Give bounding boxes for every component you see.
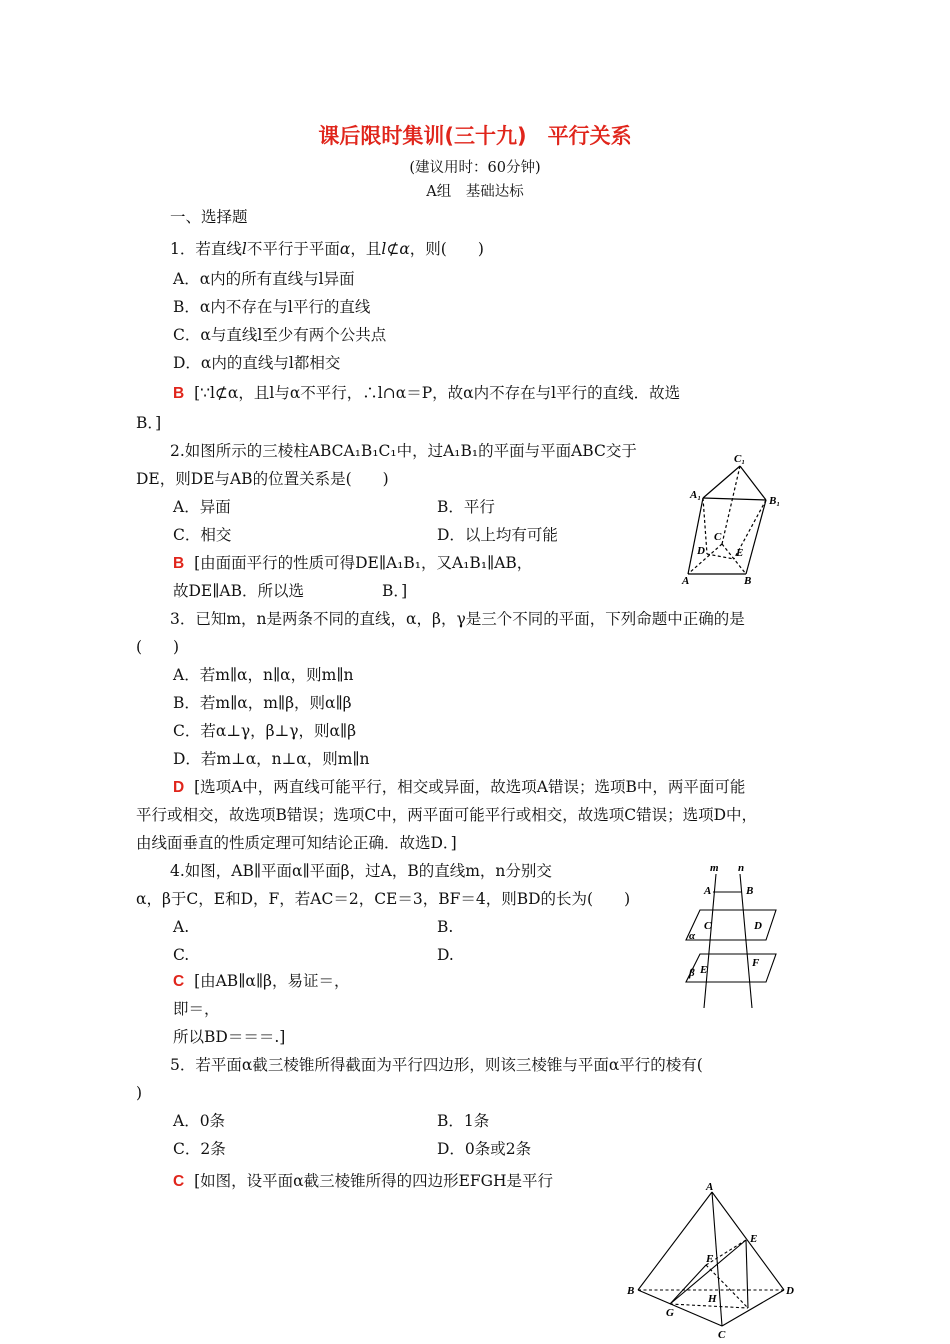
- page-title: 课后限时集训(三十九) 平行关系: [318, 124, 632, 148]
- label-A: A: [706, 1181, 714, 1193]
- q3-option-c: C．若α⊥γ，β⊥γ，则α∥β: [173, 722, 357, 740]
- label-C: C: [718, 1329, 726, 1341]
- label-B1: B₁: [769, 495, 781, 507]
- label-C1: C₁: [734, 453, 746, 465]
- q3-option-a: A．若m∥α，n∥α，则m∥n: [173, 666, 354, 684]
- q1-stem: 1．若直线l不平行于平面α，且l⊄α，则( ): [170, 240, 484, 258]
- q4-stem-1: 4.如图，AB∥平面α∥平面β，过A，B的直线m，n分别交: [170, 862, 552, 880]
- label-D: D: [697, 545, 705, 557]
- label-A: A: [704, 885, 712, 897]
- label-G: G: [666, 1307, 674, 1319]
- q2-explanation-cont: 故DE∥AB．所以选 B．]: [173, 582, 408, 600]
- q1-answer: B: [173, 385, 185, 402]
- q4-explanation: C [由AB∥α∥β，易证＝，: [173, 972, 350, 990]
- q4-option-d: D.: [437, 946, 454, 964]
- q3-stem-2: ( ): [136, 638, 180, 656]
- label-A1: A₁: [690, 489, 702, 501]
- q1-option-b: B．α内不存在与l平行的直线: [173, 298, 371, 316]
- q3-stem-1: 3．已知m，n是两条不同的直线，α，β，γ是三个不同的平面，下列命题中正确的是: [170, 610, 745, 628]
- q3-answer: D: [173, 779, 185, 796]
- label-D: D: [786, 1285, 794, 1297]
- q4-explanation-3: 所以BD＝＝＝.]: [173, 1028, 286, 1046]
- label-E: E: [736, 547, 744, 559]
- q5-stem-1: 5．若平面α截三棱锥所得截面为平行四边形，则该三棱锥与平面α平行的棱有(: [170, 1056, 703, 1074]
- label-D: D: [754, 920, 762, 932]
- q5-option-a: A．0条: [173, 1112, 226, 1130]
- q1-explanation: B [∵l⊄α，且l与α不平行，∴l∩α＝P，故α内不存在与l平行的直线．故选: [173, 384, 681, 402]
- q2-answer: B: [173, 555, 185, 572]
- q1-option-c: C．α与直线l至少有两个公共点: [173, 326, 387, 344]
- q5-option-b: B．1条: [437, 1112, 490, 1130]
- label-alpha: α: [689, 930, 696, 942]
- q4-planes-figure: [680, 862, 790, 1010]
- q5-stem-2: ): [136, 1084, 143, 1102]
- q2-explanation: B [由面面平行的性质可得DE∥A₁B₁，又A₁B₁∥AB，: [173, 554, 533, 572]
- q1-option-d: D．α内的直线与l都相交: [173, 354, 341, 372]
- q2-prism-figure: [676, 448, 786, 588]
- label-F: F: [706, 1253, 714, 1265]
- q3-explanation: D [选项A中，两直线可能平行，相交或异面，故选项A错误；选项B中，两平面可能: [173, 778, 746, 796]
- label-B: B: [627, 1285, 635, 1297]
- label-beta: β: [689, 967, 695, 979]
- time-hint: (建议用时：60分钟): [409, 160, 541, 176]
- label-m: m: [710, 862, 719, 874]
- q4-answer: C: [173, 973, 185, 990]
- label-C: C: [714, 531, 722, 543]
- label-B: B: [744, 575, 752, 587]
- q2-option-b: B．平行: [437, 498, 495, 516]
- q3-explanation-3: 由线面垂直的性质定理可知结论正确．故选D．]: [136, 834, 457, 852]
- q2-stem-2: DE，则DE与AB的位置关系是( ): [136, 470, 389, 488]
- q4-option-b: B.: [437, 918, 454, 936]
- section-heading: 一、选择题: [170, 208, 248, 226]
- label-A: A: [682, 575, 690, 587]
- q1-option-a: A．α内的所有直线与l异面: [173, 270, 355, 288]
- q5-pyramid-figure: [626, 1180, 798, 1342]
- q2-option-a: A．异面: [173, 498, 231, 516]
- q2-stem-1: 2.如图所示的三棱柱ABCA₁B₁C₁中，过A₁B₁的平面与平面ABC交于: [170, 442, 637, 460]
- q5-option-c: C．2条: [173, 1140, 226, 1158]
- label-E: E: [750, 1233, 758, 1245]
- q5-answer: C: [173, 1173, 185, 1190]
- q3-option-d: D．若m⊥α，n⊥α，则m∥n: [173, 750, 370, 768]
- label-F: F: [752, 957, 760, 969]
- q2-option-d: D．以上均有可能: [437, 526, 558, 544]
- q1-explanation-cont: B．]: [136, 414, 162, 432]
- label-C: C: [704, 920, 712, 932]
- label-E: E: [700, 964, 708, 976]
- q4-option-a: A.: [173, 918, 190, 936]
- group-heading: A组 基础达标: [426, 184, 524, 200]
- q5-explanation: C [如图，设平面α截三棱锥所得的四边形EFGH是平行: [173, 1172, 554, 1190]
- q3-option-b: B．若m∥α，m∥β，则α∥β: [173, 694, 352, 712]
- q4-explanation-2: 即＝，: [173, 1000, 220, 1018]
- label-B: B: [746, 885, 754, 897]
- q4-option-c: C.: [173, 946, 190, 964]
- q3-explanation-2: 平行或相交，故选项B错误；选项C中，两平面可能平行或相交，故选项C错误；选项D中，: [136, 806, 758, 824]
- q4-stem-2: α，β于C，E和D，F，若AC＝2，CE＝3，BF＝4，则BD的长为( ): [136, 890, 631, 908]
- q2-option-c: C．相交: [173, 526, 232, 544]
- q5-option-d: D．0条或2条: [437, 1140, 532, 1158]
- label-n: n: [738, 862, 745, 874]
- label-H: H: [708, 1293, 717, 1305]
